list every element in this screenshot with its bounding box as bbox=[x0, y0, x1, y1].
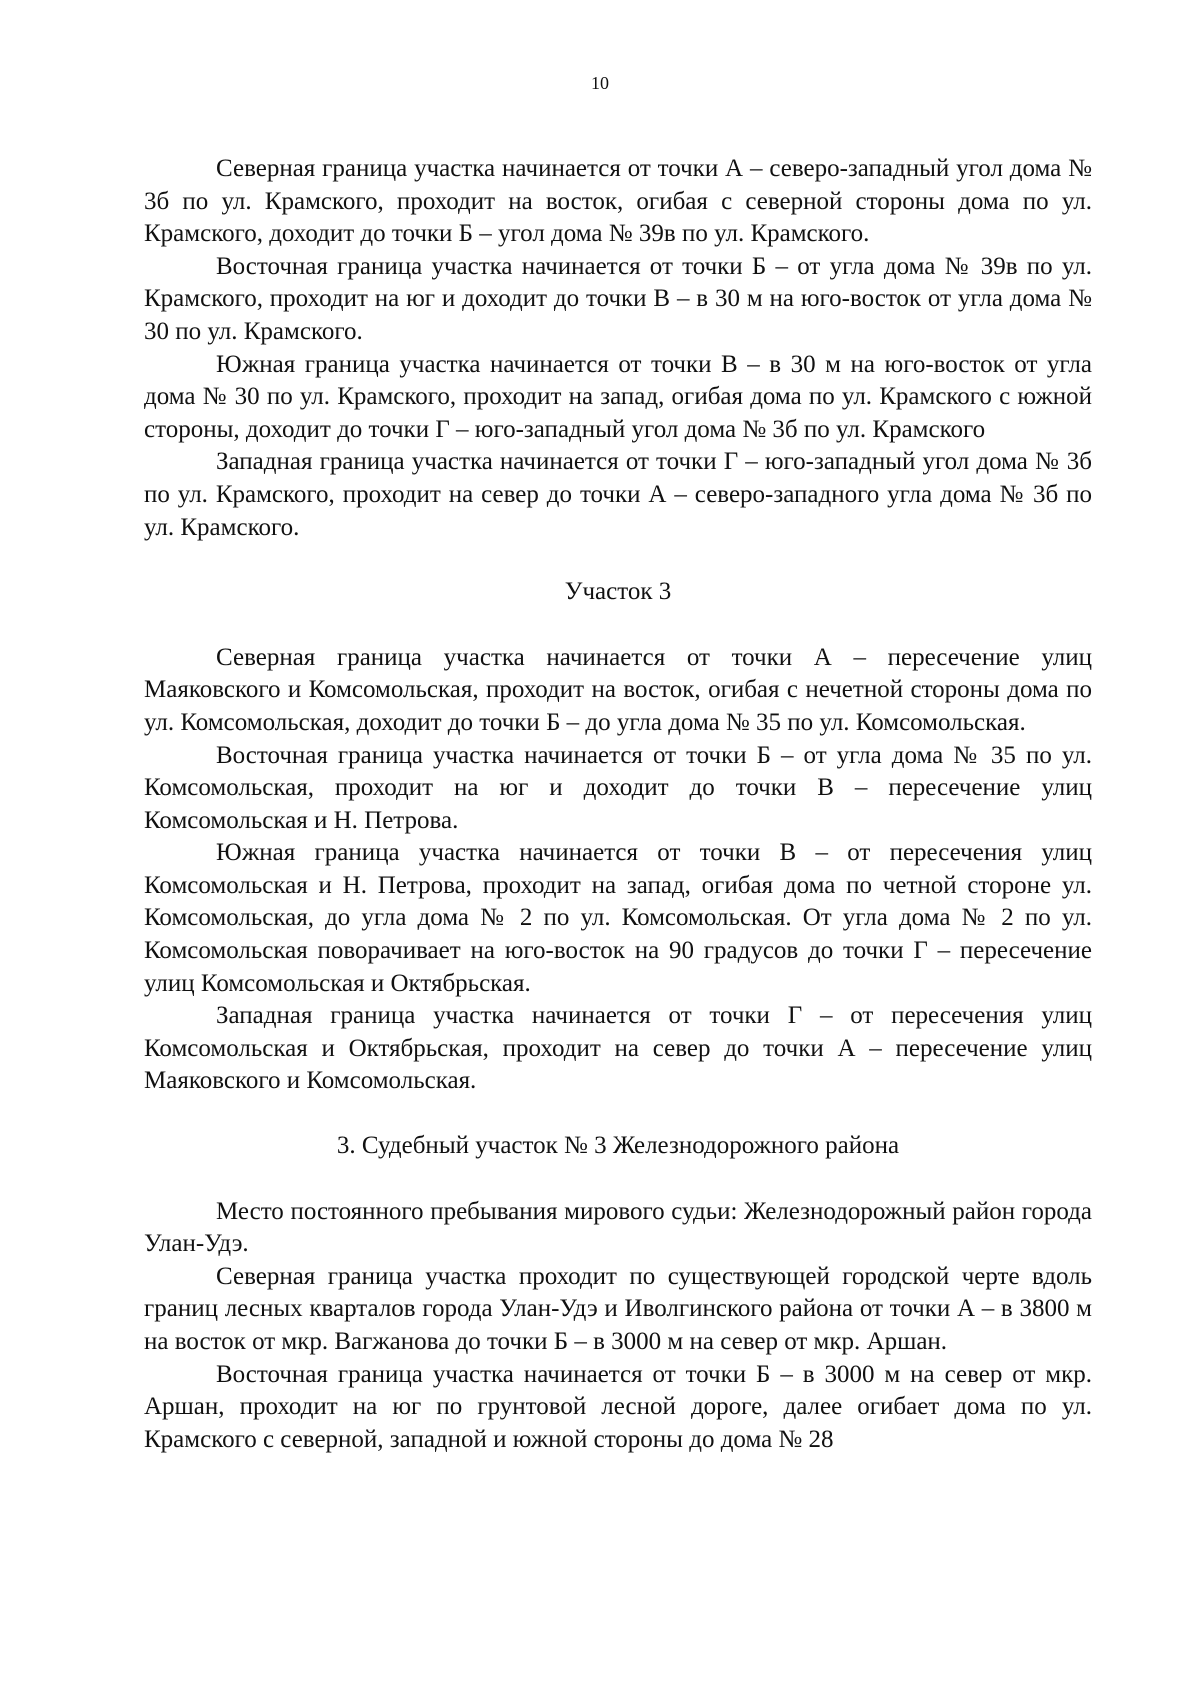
paragraph-east-boundary: Восточная граница участка начинается от точки Б – от угла дома № 35 по ул. Комсомольская, проходит на юг и доходит до точки В – пересечение улиц Комсомольская и Н. Петрова. bbox=[144, 741, 1092, 834]
boundary-block-krasmkogo bbox=[144, 153, 1092, 544]
paragraph-north-boundary: Северная граница участка проходит по существующей городской черте вдоль границ лесных кварталов города Улан-Удэ и Иволгинского района от точки А – в 3800 м на восток от мкр. Вагжанова до точки Б – в 3000 м на север от мкр. Аршан. bbox=[144, 1262, 1092, 1355]
section-heading-uchastok-3: Участок 3 bbox=[564, 578, 672, 606]
section-heading-court-district-3: 3. Судебный участок № 3 Железнодорожного района bbox=[336, 1132, 900, 1160]
paragraph-west-boundary: Западная граница участка начинается от точки Г – юго-западный угол дома № 3б по ул. Крамского, проходит на север до точки А – северо-западного угла дома № 3б по ул. Крамского. bbox=[144, 448, 1092, 541]
paragraph-east-boundary: Восточная граница участка начинается от точки Б – в 3000 м на север от мкр. Аршан, проходит на юг по грунтовой лесной дороге, далее огибает дома по ул. Крамского с северной, западной и южной стороны до дома № 28 bbox=[144, 1360, 1092, 1453]
paragraph-south-boundary: Южная граница участка начинается от точки В – в 30 м на юго-восток от угла дома № 30 по ул. Крамского, проходит на запад, огибая дома по ул. Крамского с южной стороны, доходит до точки Г – юго-западный угол дома № 3б по ул. Крамского bbox=[144, 350, 1092, 443]
paragraph-west-boundary: Западная граница участка начинается от точки Г – от пересечения улиц Комсомольская и Октябрьская, проходит на север до точки А – пересечение улиц Маяковского и Комсомольская. bbox=[144, 1002, 1092, 1095]
document-body bbox=[144, 153, 1092, 1456]
paragraph-north-boundary: Северная граница участка начинается от точки А – северо-западный угол дома № 3б по ул. Крамского, проходит на восток, огибая с северной стороны дома по ул. Крамского, доходит до точки Б – угол дома № 39в по ул. Крамского. bbox=[144, 155, 1092, 248]
page-number: 10 bbox=[591, 73, 609, 93]
boundary-block-uchastok-3 bbox=[144, 642, 1092, 1098]
paragraph-north-boundary: Северная граница участка начинается от точки А – пересечение улиц Маяковского и Комсомольская, проходит на восток, огибая с нечетной стороны дома по ул. Комсомольская, доходит до точки Б – до угла дома № 35 по ул. Комсомольская. bbox=[144, 643, 1092, 736]
paragraph-south-boundary: Южная граница участка начинается от точки В – от пересечения улиц Комсомольская и Н. Петрова, проходит на запад, огибая дома по четной стороне ул. Комсомольская, до угла дома № 2 по ул. Комсомольская. От угла дома № 2 по ул. Комсомольская поворачивает на юго-восток на 90 градусов до точки Г – пересечение улиц Комсомольская и Октябрьская. bbox=[144, 839, 1092, 997]
paragraph-east-boundary: Восточная граница участка начинается от точки Б – от угла дома № 39в по ул. Крамского, проходит на юг и доходит до точки В – в 30 м на юго-восток от угла дома № 30 по ул. Крамского. bbox=[144, 252, 1092, 345]
boundary-block-court-district-3 bbox=[144, 1196, 1092, 1457]
paragraph-judge-location: Место постоянного пребывания мирового судьи: Железнодорожный район города Улан-Удэ. bbox=[144, 1197, 1092, 1258]
